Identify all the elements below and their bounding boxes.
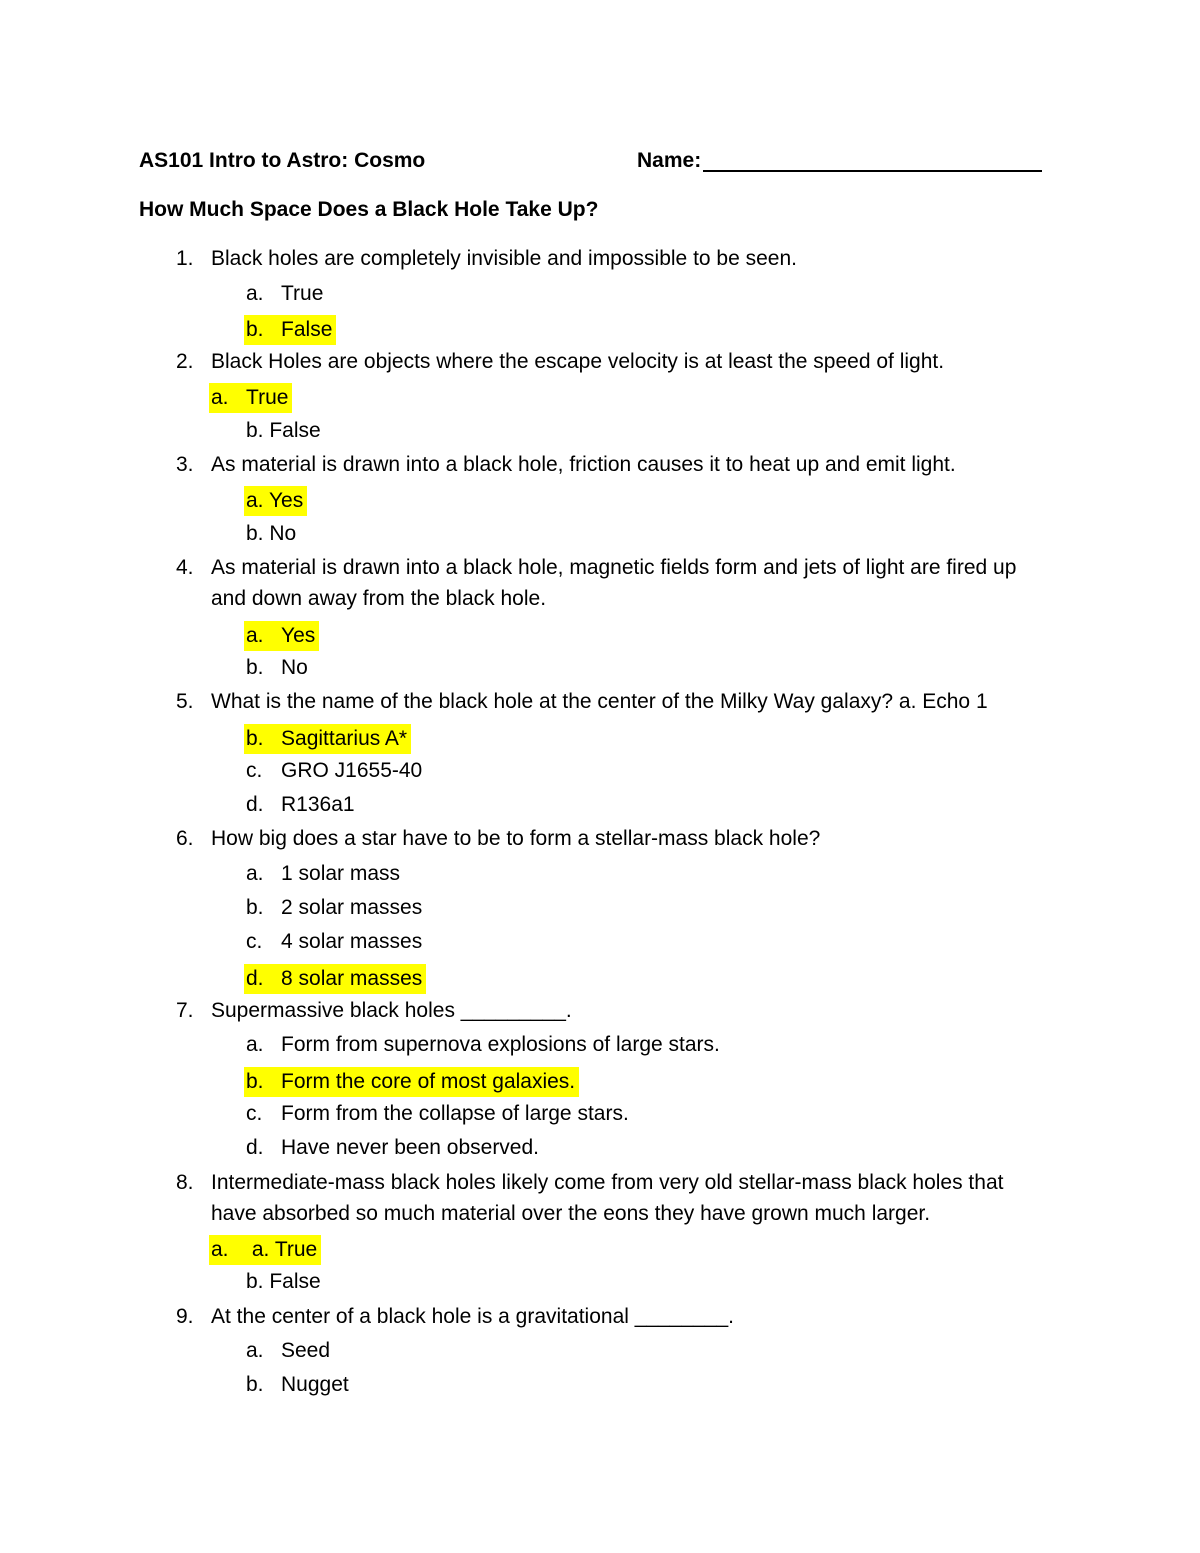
option-text: No: [281, 656, 308, 679]
question-number: 7.: [176, 999, 194, 1022]
option-text: 1 solar mass: [281, 862, 401, 885]
option-text: Seed: [281, 1339, 331, 1362]
question-text: As material is drawn into a black hole, friction causes it to heat up and emit light.: [211, 453, 956, 476]
question-number: 9.: [176, 1305, 194, 1328]
option-label: a.: [246, 1033, 264, 1056]
option-label: b.: [246, 1373, 264, 1396]
option-text: 4 solar masses: [281, 930, 423, 953]
question-number: 8.: [176, 1171, 194, 1194]
option-text: 2 solar masses: [281, 896, 423, 919]
question-text: As material is drawn into a black hole, magnetic fields form and jets of light are fired up: [211, 556, 1017, 579]
question-number: 6.: [176, 827, 194, 850]
option-highlighted: a. Yes: [244, 621, 319, 651]
question-text-continued: have absorbed so much material over the eons they have grown much larger.: [211, 1202, 931, 1225]
question-number: 4.: [176, 556, 194, 579]
option-label: a.: [246, 1339, 264, 1362]
option-label: b.: [246, 896, 264, 919]
question-text-continued: and down away from the black hole.: [211, 587, 547, 610]
question-text: Intermediate-mass black holes likely come from very old stellar-mass black holes that: [211, 1171, 1004, 1194]
option-label: c.: [246, 1102, 263, 1125]
option-label: d.: [246, 793, 264, 816]
option-highlighted: b. False: [244, 315, 336, 345]
question-text: Black holes are completely invisible and impossible to be seen.: [211, 247, 797, 270]
option-text: Have never been observed.: [281, 1136, 539, 1159]
question-number: 3.: [176, 453, 194, 476]
option-label: a.: [246, 282, 264, 305]
question-text: What is the name of the black hole at the center of the Milky Way galaxy? a. Echo 1: [211, 690, 988, 713]
option-highlighted: a. a. True: [209, 1235, 321, 1265]
question-number: 2.: [176, 350, 194, 373]
option-text: Form from supernova explosions of large stars.: [281, 1033, 720, 1056]
option-highlighted: a. Yes: [244, 486, 307, 516]
option-text: b. False: [246, 1270, 321, 1293]
option-highlighted: d. 8 solar masses: [244, 964, 426, 994]
worksheet-title: How Much Space Does a Black Hole Take Up?: [139, 198, 599, 221]
option-label: c.: [246, 930, 263, 953]
option-highlighted: a. True: [209, 383, 292, 413]
name-field[interactable]: [703, 170, 1042, 172]
question-text: Black Holes are objects where the escape velocity is at least the speed of light.: [211, 350, 945, 373]
option-text: b. No: [246, 522, 297, 545]
question-number: 1.: [176, 247, 194, 270]
option-label: b.: [246, 656, 264, 679]
option-text: b. False: [246, 419, 321, 442]
question-text: At the center of a black hole is a gravitational ________.: [211, 1305, 735, 1328]
course-title: AS101 Intro to Astro: Cosmo: [139, 149, 426, 172]
option-label: d.: [246, 1136, 264, 1159]
option-text: R136a1: [281, 793, 355, 816]
question-text: How big does a star have to be to form a stellar-mass black hole?: [211, 827, 821, 850]
option-text: Nugget: [281, 1373, 349, 1396]
option-text: GRO J1655-40: [281, 759, 423, 782]
option-highlighted: b. Form the core of most galaxies.: [244, 1067, 579, 1097]
option-text: Form from the collapse of large stars.: [281, 1102, 629, 1125]
option-text: True: [281, 282, 324, 305]
option-label: a.: [246, 862, 264, 885]
option-label: c.: [246, 759, 263, 782]
question-text: Supermassive black holes _________.: [211, 999, 572, 1022]
name-label: Name:: [637, 149, 702, 172]
option-highlighted: b. Sagittarius A*: [244, 724, 411, 754]
question-number: 5.: [176, 690, 194, 713]
